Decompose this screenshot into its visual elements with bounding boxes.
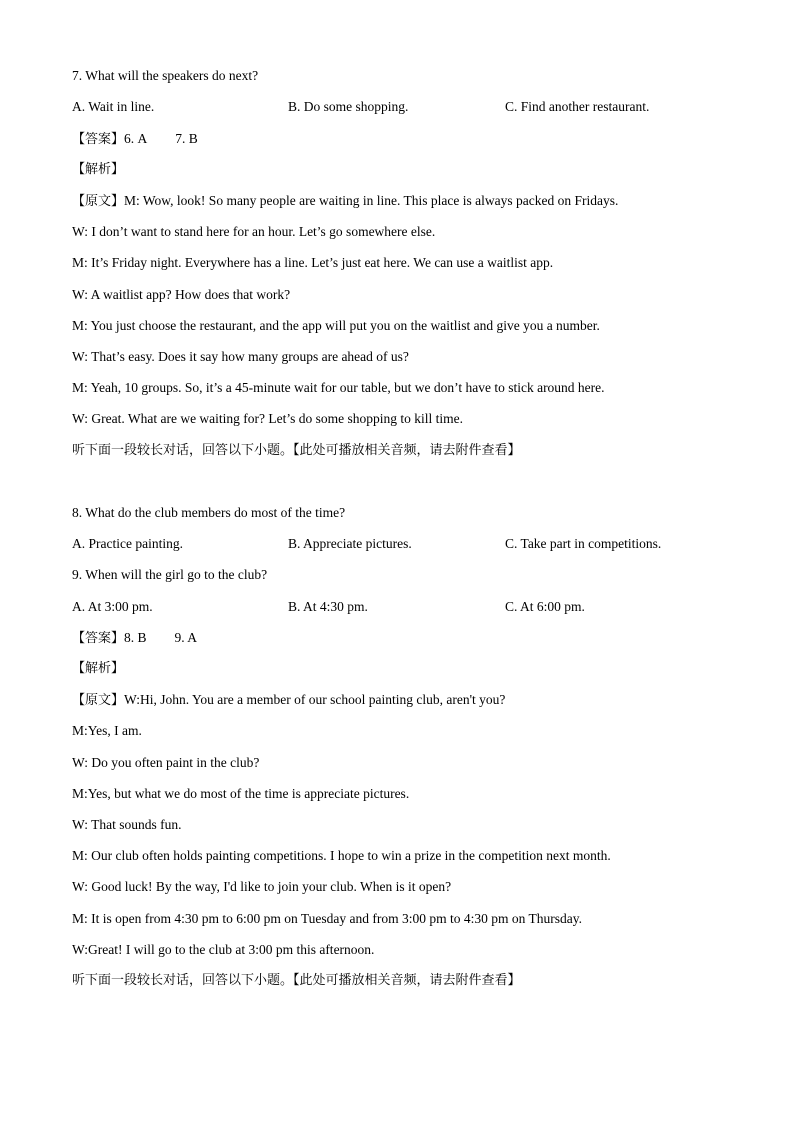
analysis-label-1: 【解析】	[72, 162, 125, 177]
transcript-1-line-2: W: I don’t want to stand here for an hour. Let’s go somewhere else.	[72, 224, 436, 239]
transcript-2-line-1	[72, 691, 505, 710]
answer-6: 6. A	[124, 131, 148, 146]
transcript-label: 【原文】	[72, 693, 125, 708]
transcript-text: W:Hi, John. You are a member of our school painting club, aren't you?	[124, 692, 506, 707]
q8-option-a: A. Practice painting.	[72, 536, 183, 551]
answer-7: 7. B	[175, 131, 198, 146]
transcript-1-line-3: M: It’s Friday night. Everywhere has a line. Let’s just eat here. We can use a waitlist app.	[72, 255, 554, 270]
transcript-1-line-1	[72, 192, 618, 211]
listening-instruction-2: 听下面一段较长对话，回答以下小题。【此处可播放相关音频，请去附件查看】	[72, 973, 521, 988]
q8-option-c: C. Take part in competitions.	[505, 536, 662, 551]
question-8: 8. What do the club members do most of the time?	[72, 505, 346, 520]
transcript-1-line-6: W: That’s easy. Does it say how many groups are ahead of us?	[72, 349, 409, 364]
transcript-2-line-6: M: Our club often holds painting competitions. I hope to win a prize in the competition next month.	[72, 848, 611, 863]
transcript-1-line-7: M: Yeah, 10 groups. So, it’s a 45-minute wait for our table, but we don’t have to stick around here.	[72, 380, 605, 395]
transcript-1-line-5: M: You just choose the restaurant, and the app will put you on the waitlist and give you a number.	[72, 318, 600, 333]
transcript-text: M: Wow, look! So many people are waiting in line. This place is always packed on Fridays.	[124, 193, 619, 208]
transcript-2-line-4: M:Yes, but what we do most of the time is appreciate pictures.	[72, 786, 410, 801]
q9-option-a: A. At 3:00 pm.	[72, 599, 153, 614]
question-9: 9. When will the girl go to the club?	[72, 567, 268, 582]
q7-option-c: C. Find another restaurant.	[505, 99, 650, 114]
transcript-1-line-8: W: Great. What are we waiting for? Let’s do some shopping to kill time.	[72, 411, 464, 426]
listening-instruction-1: 听下面一段较长对话，回答以下小题。【此处可播放相关音频，请去附件查看】	[72, 443, 521, 458]
question-7: 7. What will the speakers do next?	[72, 68, 259, 83]
q7-option-a: A. Wait in line.	[72, 99, 155, 114]
q8-option-b: B. Appreciate pictures.	[288, 536, 412, 551]
analysis-label-2: 【解析】	[72, 661, 125, 676]
transcript-2-line-7: W: Good luck! By the way, I'd like to join your club. When is it open?	[72, 879, 452, 894]
q9-option-c: C. At 6:00 pm.	[505, 599, 585, 614]
answer-9: 9. A	[174, 630, 198, 645]
answer-8: 8. B	[124, 630, 147, 645]
transcript-2-line-8: M: It is open from 4:30 pm to 6:00 pm on Tuesday and from 3:00 pm to 4:30 pm on Thursday.	[72, 911, 582, 926]
transcript-2-line-3: W: Do you often paint in the club?	[72, 755, 260, 770]
answer-label: 【答案】	[72, 132, 125, 147]
answer-label: 【答案】	[72, 631, 125, 646]
transcript-label: 【原文】	[72, 194, 125, 209]
transcript-2-line-5: W: That sounds fun.	[72, 817, 182, 832]
transcript-2-line-2: M:Yes, I am.	[72, 723, 142, 738]
transcript-1-line-4: W: A waitlist app? How does that work?	[72, 287, 291, 302]
q7-option-b: B. Do some shopping.	[288, 99, 409, 114]
answer-line-2	[72, 629, 197, 648]
q9-option-b: B. At 4:30 pm.	[288, 599, 368, 614]
answer-line-1	[72, 130, 198, 149]
transcript-2-line-9: W:Great! I will go to the club at 3:00 pm this afternoon.	[72, 942, 375, 957]
